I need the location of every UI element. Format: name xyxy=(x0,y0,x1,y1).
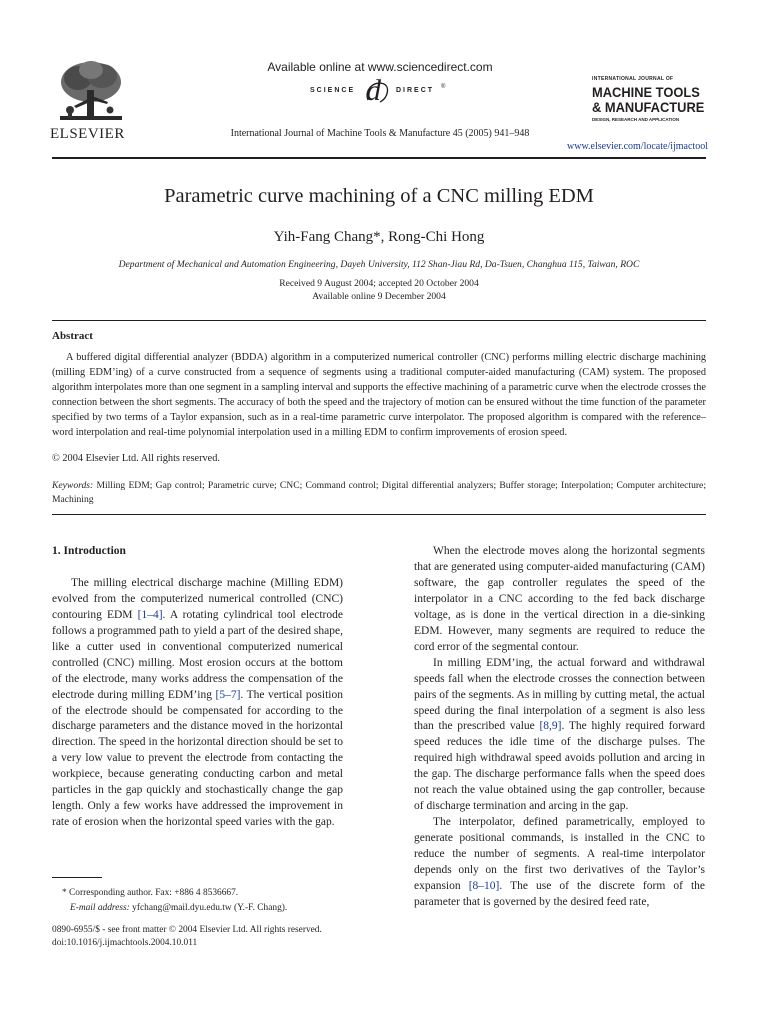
abstract-top-rule xyxy=(52,320,706,321)
doi-line: doi:10.1016/j.ijmachtools.2004.10.011 xyxy=(52,938,198,948)
elsevier-tree-icon xyxy=(52,58,130,126)
abstract-text: A buffered digital differential analyzer (BDDA) algorithm in a computerized numerical controller (CNC) performs milling electric discharge machining (milling EDM’ing) of a curve constructed from a sequence of segments using a traditional computer-aided manufacturing (CAM) system. The proposed algorithm interpolates more than one segment in a sampling interval and supports the effective machining of a parametric curve when the electrode crosses the connection between the short segments. The accuracy of both the speed and the trajectory of motion can be ensured without the time function of the parameter specified by two terms of a Taylor expansion, such as in a real-time parametric curve interpolator. The proposed algorithm is compared with the reference–word interpolation and real-time polynomial interpolation used in a milling EDM to confirm improvements of erosion speed. xyxy=(52,352,706,439)
intro-paragraph-1: The milling electrical discharge machine (Milling EDM) evolved from the computerized numerical controlled (CNC) contouring EDM [1–4]. A rotating cylindrical tool electrode follows a programmed path to yield a part of the desired shape, like a cutter used in conventional computerized numerical controlled (CNC) milling. Most erosion occurs at the bottom of the electrode, many works address the compensation of the electrode during milling EDM’ing [5–7]. The vertical position of the electrode should be compensated for according to the discharge parameters and the distance moved in the horizontal direction. The speed in the horizontal direction should be set to a very low value to prevent the electrode from contacting the workpiece, because generating conducting carbon and metal particles in the gap quickly and stochastically change the gap length. Only a few works have addressed the improvement in rate of erosion when the horizontal speed varies with the gap. xyxy=(52,576,343,829)
body-left-column xyxy=(52,544,343,831)
online-date: Available online 9 December 2004 xyxy=(312,291,446,302)
intro-paragraph-right-3: The interpolator, defined parametrically, employed to generate positional commands, is installed in the CNC to reduce the number of segments. A real-time interpolator depends only on the first two derivatives of the Taylor’s expansion [8–10]. The use of the discrete form of the parameter that is governed by the desired feed rate, xyxy=(414,816,705,908)
sciencedirect-logo: SCIENCE d DIRECT ® xyxy=(310,74,446,107)
journal-url-link[interactable]: www.elsevier.com/locate/ijmactool xyxy=(567,141,708,152)
elsevier-logo xyxy=(52,58,130,142)
front-matter-line: 0890-6955/$ - see front matter © 2004 Elsevier Ltd. All rights reserved. xyxy=(52,925,322,935)
header-divider xyxy=(52,157,706,159)
abstract-heading: Abstract xyxy=(52,330,93,342)
publisher-name: ELSEVIER xyxy=(50,126,125,142)
citation-link-5-7[interactable]: [5–7] xyxy=(215,688,241,701)
journal-citation: International Journal of Machine Tools & Manufacture 45 (2005) 941–948 xyxy=(230,128,530,139)
sciencedirect-d-icon: d xyxy=(366,74,381,107)
section-heading-introduction: 1. Introduction xyxy=(52,545,126,557)
sciencedirect-swirl-icon xyxy=(362,78,392,108)
body-right-column xyxy=(414,544,705,911)
received-date: Received 9 August 2004; accepted 20 October 2004 xyxy=(279,278,479,289)
citation-link-1-4[interactable]: [1–4] xyxy=(137,608,163,621)
affiliation: Department of Mechanical and Automation Engineering, Dayeh University, 112 Shan-Jiau Rd, Da-Tsuen, Changhua 115, Taiwan, ROC xyxy=(118,259,640,270)
citation-link-8-10[interactable]: [8–10] xyxy=(468,880,500,893)
citation-link-8-9[interactable]: [8,9] xyxy=(539,720,562,733)
authors: Yih-Fang Chang*, Rong-Chi Hong xyxy=(273,229,485,245)
footnote-rule xyxy=(52,877,102,878)
footnote-email: E-mail address: yfchang@mail.dyu.edu.tw (Y.-F. Chang). xyxy=(70,903,288,913)
abstract-copyright: © 2004 Elsevier Ltd. All rights reserved. xyxy=(52,453,220,464)
keywords: Keywords: Milling EDM; Gap control; Parametric curve; CNC; Command control; Digital differential analyzers; Buffer storage; Interpolation; Computer architecture; Machining xyxy=(52,480,706,505)
journal-logo: INTERNATIONAL JOURNAL OF MACHINE TOOLS & MANUFACTURE DESIGN, RESEARCH AND APPLICATION xyxy=(592,76,705,122)
intro-paragraph-right-2: In milling EDM’ing, the actual forward and withdrawal speeds fall when the electrode crosses the connection between pairs of the segments. As in milling by cutting metal, the actual speed during the final interpolation of a segment is also less than the prescribed value [8,9]. The highly required forward speed reduces the idle time of the discharge pulses. The required high withdrawal speed avoids pollution and arcing in the gap. The discharge performance falls when the speed does not reach the value obtained using the gap controller, because of discharge termination and arcing in the gap. xyxy=(414,656,705,813)
intro-paragraph-right-1: When the electrode moves along the horizontal segments that are generated using computer-aided manufacturing (CAM) software, the gap controller regulates the speed of the interpolator in a CNC according to the fed back discharge voltage, as is done in the vertical direction in a die-sinking EDM. However, many segments are required to reduce the cord error of the segmental contour. xyxy=(414,545,705,653)
abstract-bottom-rule xyxy=(52,514,706,515)
footnote-corresponding: * Corresponding author. Fax: +886 4 8536667. xyxy=(62,888,239,898)
article-title: Parametric curve machining of a CNC milling EDM xyxy=(164,185,594,207)
available-online-text: Available online at www.sciencedirect.com xyxy=(267,60,493,74)
